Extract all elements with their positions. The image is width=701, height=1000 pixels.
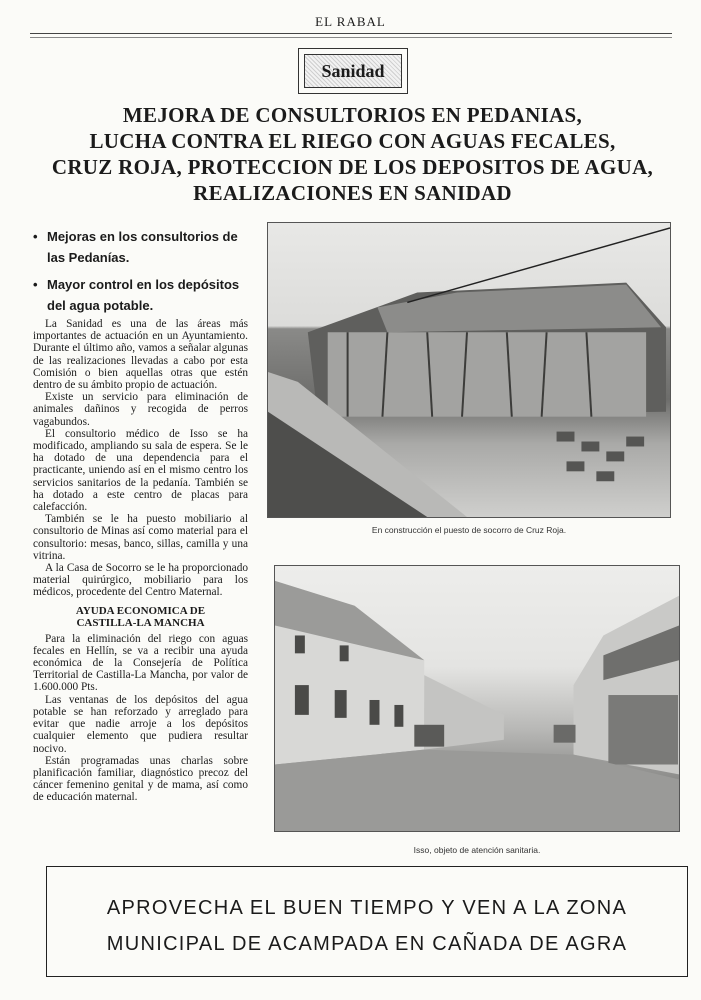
body-paragraph: También se le ha puesto mobiliario al consultorio de Minas así como material para el consultorio: mesas, banco, sillas, camilla y una vitrina. <box>33 513 248 562</box>
photo-street <box>274 565 680 832</box>
body-paragraph: Están programadas unas charlas sobre planificación familiar, diagnóstico precoz del cáncer femenino genital y de mama, así como de educación maternal. <box>33 754 248 804</box>
header-rule <box>30 33 672 34</box>
headline-line: CRUZ ROJA, PROTECCION DE LOS DEPOSITOS DE AGUA, <box>51 155 654 179</box>
subheading-line: AYUDA ECONOMICA DE <box>75 604 206 617</box>
bullet-item <box>33 274 248 316</box>
advert-line: MUNICIPAL DE ACAMPADA EN CAÑADA DE AGRA <box>106 933 628 955</box>
photo-caption: En construcción el puesto de socorro de Cruz Roja. <box>371 525 567 535</box>
body-paragraph: Las ventanas de los depósitos del agua potable se han reforzado y arreglado para evitar que nadie arroje a los depósitos cualquier elemento que pudiera resultar nocivo. <box>33 693 248 755</box>
bullet-list <box>33 226 248 322</box>
photo-caption: Isso, objeto de atención sanitaria. <box>413 845 541 855</box>
section-label: Sanidad <box>304 54 402 88</box>
running-head: EL RABAL <box>315 14 386 29</box>
body-paragraph: Para la eliminación del riego con aguas fecales en Hellín, se va a recibir una ayuda económica de la Consejería de Política Territorial de Castilla-La Mancha, por valor de 1.600.000 Pts. <box>33 632 248 694</box>
bullet-marker: • <box>33 229 38 244</box>
headline-line: MEJORA DE CONSULTORIOS EN PEDANIAS, <box>122 103 583 127</box>
body-paragraph: Existe un servicio para eliminación de animales dañinos y recogida de perros vagabundos. <box>33 391 248 428</box>
bullet-item <box>33 226 248 268</box>
header-rule-secondary <box>30 37 672 38</box>
bullet-text: Mejoras en los consultorios de las Pedanías. <box>47 229 238 265</box>
article-body <box>33 318 248 804</box>
photo-construction <box>267 222 671 518</box>
headline <box>20 102 685 206</box>
body-paragraph: La Sanidad es una de las áreas más importantes de actuación en un Ayuntamiento. Durante el último año, vamos a señalar algunas de las realizaciones llevadas a cabo por esta Comisión o bien aquellas otras que estén dentro de su ámbito propio de actuación. <box>33 318 248 392</box>
body-paragraph: A la Casa de Socorro se le ha proporcionado material quirúrgico, mobiliario para los médicos, procedente del Centro Maternal. <box>33 562 248 599</box>
headline-line: REALIZACIONES EN SANIDAD <box>193 181 512 205</box>
bullet-text: Mayor control en los depósitos del agua potable. <box>47 277 240 313</box>
body-paragraph: El consultorio médico de Isso se ha modificado, ampliando su sala de espera. Se le ha dotado de una dependencia para el practicante, uniendo así en el mismo centro los servicios sanitarios de la pedanía. También se ha dotado a este centro de placas para calefacción. <box>33 427 248 514</box>
subheading <box>33 605 248 630</box>
subheading-line: CASTILLA-LA MANCHA <box>76 617 205 630</box>
advert-box <box>46 866 688 977</box>
headline-line: LUCHA CONTRA EL RIEGO CON AGUAS FECALES, <box>89 129 616 153</box>
advert-line: APROVECHA EL BUEN TIEMPO Y VEN A LA ZONA <box>106 897 628 919</box>
section-box <box>298 48 408 94</box>
bullet-marker: • <box>33 277 38 292</box>
